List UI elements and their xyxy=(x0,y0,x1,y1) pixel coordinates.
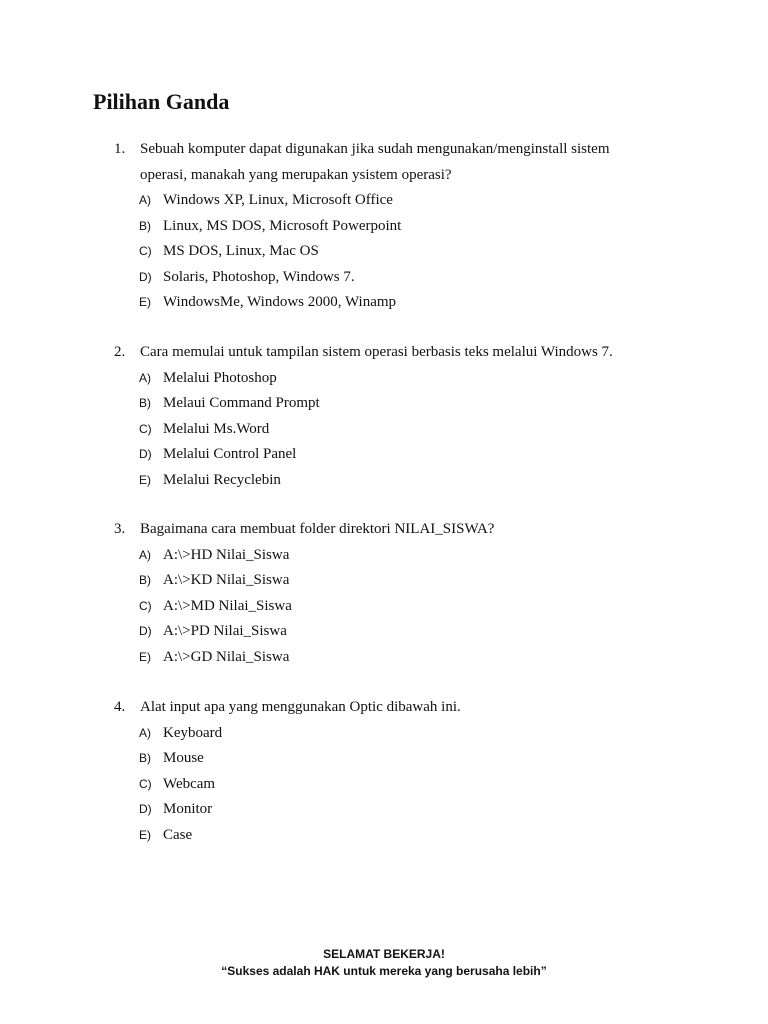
option-text: MS DOS, Linux, Mac OS xyxy=(163,243,319,259)
option-letter: A) xyxy=(139,193,151,207)
page-title: Pilihan Ganda xyxy=(93,89,230,114)
question-line xyxy=(114,137,654,163)
question-text: Cara memulai untuk tampilan sistem operasi berbasis teks melalui Windows 7. xyxy=(140,344,613,360)
option-a xyxy=(114,366,654,392)
option-letter: D) xyxy=(139,447,152,461)
question-2 xyxy=(114,340,654,493)
question-number: 3. xyxy=(114,521,126,537)
option-d xyxy=(114,619,654,645)
option-letter: B) xyxy=(139,751,151,765)
option-text: Solaris, Photoshop, Windows 7. xyxy=(163,268,355,285)
option-letter: E) xyxy=(139,649,151,664)
option-letter: A) xyxy=(139,370,151,385)
footer-greeting: SELAMAT BEKERJA! xyxy=(323,947,445,961)
option-letter: C) xyxy=(139,598,152,613)
option-text: Webcam xyxy=(163,775,216,792)
option-e xyxy=(114,290,654,316)
option-b xyxy=(114,746,654,772)
option-text: A:\>GD Nilai_Siswa xyxy=(163,648,290,665)
option-text: Monitor xyxy=(163,801,213,817)
question-text: operasi, manakah yang merupakan ysistem operasi? xyxy=(140,166,452,183)
option-text: Melalui Photoshop xyxy=(163,369,277,386)
option-letter: E) xyxy=(139,472,151,487)
option-letter: B) xyxy=(139,396,151,410)
option-c xyxy=(114,417,654,443)
option-letter: E) xyxy=(139,295,151,309)
option-d xyxy=(114,442,654,468)
option-letter: C) xyxy=(139,244,152,258)
question-1 xyxy=(114,137,654,316)
option-letter: B) xyxy=(139,218,151,233)
question-4 xyxy=(114,695,654,848)
option-letter: E) xyxy=(139,827,151,842)
option-e xyxy=(114,645,654,671)
option-letter: B) xyxy=(139,573,151,587)
question-text: Sebuah komputer dapat digunakan jika sudah mengunakan/menginstall sistem xyxy=(140,141,610,157)
option-letter: D) xyxy=(139,802,152,816)
question-number: 1. xyxy=(114,141,126,157)
option-text: A:\>KD Nilai_Siswa xyxy=(163,572,290,588)
option-text: Melalui Ms.Word xyxy=(163,420,270,437)
question-line xyxy=(114,163,654,189)
footer xyxy=(0,946,768,980)
option-a xyxy=(114,543,654,569)
option-text: A:\>MD Nilai_Siswa xyxy=(163,597,292,614)
option-text: Keyboard xyxy=(163,724,223,741)
option-b xyxy=(114,391,654,417)
option-text: Case xyxy=(163,826,193,843)
option-d xyxy=(114,797,654,823)
option-text: Melaui Command Prompt xyxy=(163,395,320,411)
question-number: 4. xyxy=(114,699,126,715)
option-e xyxy=(114,468,654,494)
option-letter: A) xyxy=(139,725,151,740)
option-text: WindowsMe, Windows 2000, Winamp xyxy=(163,294,397,310)
question-text: Alat input apa yang menggunakan Optic dibawah ini. xyxy=(140,699,461,715)
option-text: A:\>HD Nilai_Siswa xyxy=(163,546,290,563)
option-c xyxy=(114,772,654,798)
question-line xyxy=(114,517,654,543)
question-number: 2. xyxy=(114,344,126,360)
option-letter: C) xyxy=(139,421,152,436)
option-c xyxy=(114,594,654,620)
option-text: A:\>PD Nilai_Siswa xyxy=(163,623,287,639)
option-e xyxy=(114,823,654,849)
option-d xyxy=(114,265,654,291)
option-text: Windows XP, Linux, Microsoft Office xyxy=(163,192,393,208)
option-a xyxy=(114,721,654,747)
question-line xyxy=(114,340,654,366)
option-letter: C) xyxy=(139,776,152,791)
option-letter: A) xyxy=(139,547,151,562)
option-b xyxy=(114,214,654,240)
option-c xyxy=(114,239,654,265)
option-letter: D) xyxy=(139,624,152,638)
footer-quote: “Sukses adalah HAK untuk mereka yang berusaha lebih” xyxy=(221,964,547,978)
question-text: Bagaimana cara membuat folder direktori NILAI_SISWA? xyxy=(140,521,495,537)
option-text: Melalui Recyclebin xyxy=(163,471,281,488)
option-b xyxy=(114,568,654,594)
option-text: Melalui Control Panel xyxy=(163,446,297,462)
option-a xyxy=(114,188,654,214)
option-letter: D) xyxy=(139,269,152,284)
question-line xyxy=(114,695,654,721)
option-text: Mouse xyxy=(163,750,204,766)
option-text: Linux, MS DOS, Microsoft Powerpoint xyxy=(163,217,402,234)
question-3 xyxy=(114,517,654,670)
